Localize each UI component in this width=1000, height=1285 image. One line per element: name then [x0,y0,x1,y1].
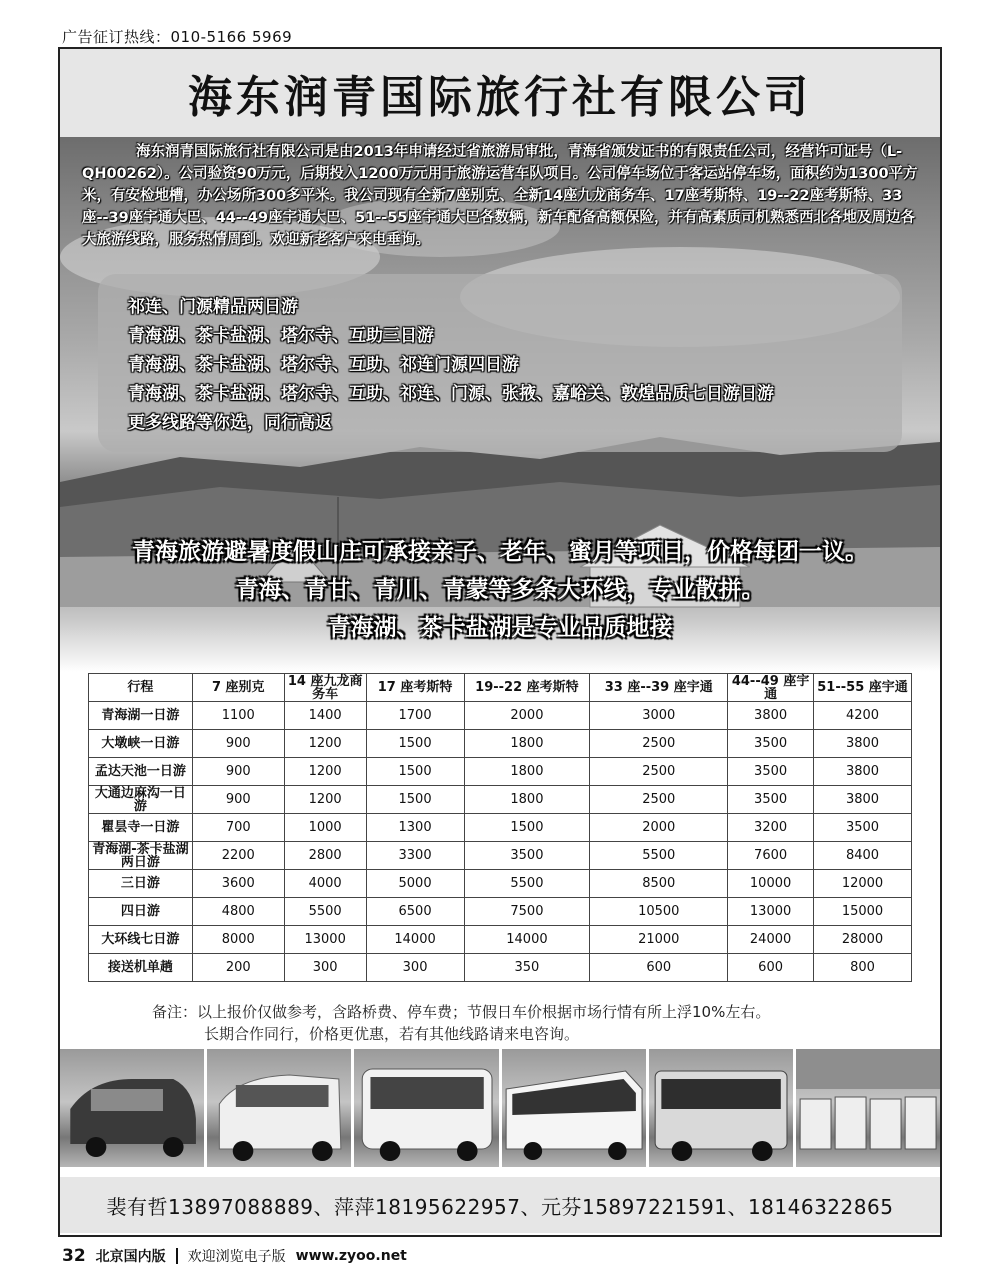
buick-mpv-photo [60,1049,204,1167]
column-header: 44--49 座宇通 [728,674,814,702]
price-cell: 350 [464,954,590,982]
website-link[interactable]: www.zyoo.net [295,1248,407,1264]
price-cell: 14000 [366,926,464,954]
price-cell: 3500 [728,758,814,786]
edition-label: 北京国内版 [95,1249,166,1265]
welcome-text: 欢迎浏览电子版 [187,1249,286,1265]
price-cell: 13000 [284,926,366,954]
slogan-line: 青海湖、茶卡盐湖是专业品质地接 [327,615,673,641]
route-name-cell: 青海湖一日游 [89,702,193,730]
table-row [89,814,912,842]
table-row [89,898,912,926]
price-cell: 2200 [192,842,284,870]
price-cell: 2000 [464,702,590,730]
coaster-bus-photo [354,1049,498,1167]
price-cell: 2000 [590,814,728,842]
column-header: 17 座考斯特 [366,674,464,702]
page-footer [62,1246,407,1266]
route-name-cell: 接送机单趟 [89,954,193,982]
price-table [88,673,912,982]
price-cell: 800 [814,954,912,982]
price-cell: 8400 [814,842,912,870]
route-item: 青海湖、茶卡盐湖、塔尔寺、互助、祁连、门源、张掖、嘉峪关、敦煌品质七日游日游 [128,384,774,404]
column-header: 51--55 座宇通 [814,674,912,702]
table-header-row [89,674,912,702]
price-cell: 2500 [590,758,728,786]
notes [152,1001,770,1045]
price-cell: 1800 [464,786,590,814]
price-cell: 14000 [464,926,590,954]
route-item: 祁连、门源精品两日游 [128,297,298,317]
price-cell: 3500 [728,786,814,814]
price-cell: 900 [192,786,284,814]
price-cell: 5500 [590,842,728,870]
price-cell: 3500 [728,730,814,758]
price-cell: 6500 [366,898,464,926]
table-row [89,842,912,870]
price-cell: 13000 [728,898,814,926]
price-cell: 1700 [366,702,464,730]
footer-divider [176,1248,178,1264]
price-cell: 3200 [728,814,814,842]
price-cell: 10000 [728,870,814,898]
route-name-cell: 瞿昙寺一日游 [89,814,193,842]
price-cell: 2500 [590,730,728,758]
price-cell: 1100 [192,702,284,730]
slogan-line: 青海、青甘、青川、青蒙等多条大环线，专业散拼。 [235,577,765,603]
contact-band [60,1177,940,1233]
price-cell: 3500 [464,842,590,870]
price-cell: 4800 [192,898,284,926]
route-name-cell: 四日游 [89,898,193,926]
price-cell: 12000 [814,870,912,898]
price-cell: 8000 [192,926,284,954]
route-item: 青海湖、茶卡盐湖、塔尔寺、互助三日游 [128,326,434,346]
route-name-cell: 青海湖-茶卡盐湖两日游 [89,842,193,870]
price-cell: 1500 [366,730,464,758]
price-cell: 4000 [284,870,366,898]
route-list [128,293,774,438]
price-cell: 7500 [464,898,590,926]
price-cell: 3800 [814,758,912,786]
company-intro: 海东润青国际旅行社有限公司是由2013年申请经过省旅游局审批，青海省颁发证书的有限责任公司，经营许可证号（L-QH00262）。公司验资90万元，后期投入1200万元用于旅游运营车队项目。公司停车场位于客运站停车场，面积约为1300平方米，有安检地槽，办公场所300多平米。我公司现有全新7座别克、全新14座九龙商务车、17座考斯特、19--22座考斯特、33座--39座宇通大巴、44--49座宇通大巴、51--55座宇通大巴各数辆，新车配备高额保险，并有高素质司机熟悉西北各地及周边各大旅游线路，服务热情周到。欢迎新老客户来电垂询。 [82,144,918,248]
table-row [89,758,912,786]
price-cell: 4200 [814,702,912,730]
page-number: 32 [62,1246,86,1266]
route-item: 更多线路等你选，同行高返 [128,413,332,433]
company-title: 海东润青国际旅行社有限公司 [188,72,812,123]
price-cell: 5500 [284,898,366,926]
price-cell: 600 [728,954,814,982]
bus-fleet-photo [796,1049,940,1167]
price-cell: 3800 [814,730,912,758]
route-name-cell: 大墩峡一日游 [89,730,193,758]
price-cell: 5000 [366,870,464,898]
route-name-cell: 大环线七日游 [89,926,193,954]
route-name-cell: 大通边麻沟一日游 [89,786,193,814]
price-table-body [89,702,912,982]
jiulong-van-photo [207,1049,351,1167]
table-row [89,954,912,982]
price-cell: 28000 [814,926,912,954]
price-cell: 900 [192,730,284,758]
slogans [60,533,940,647]
ad-frame [58,47,942,1237]
price-cell: 1200 [284,786,366,814]
yutong-coach-photo [502,1049,646,1167]
table-row [89,730,912,758]
slogan-line: 青海旅游避暑度假山庄可承接亲子、老年、蜜月等项目，价格每团一议。 [132,539,868,565]
price-cell: 1500 [366,758,464,786]
price-cell: 1200 [284,758,366,786]
column-header: 行程 [89,674,193,702]
price-cell: 1500 [464,814,590,842]
route-name-cell: 三日游 [89,870,193,898]
note-line: 备注：以上报价仅做参考，含路桥费、停车费；节假日车价根据市场行情有所上浮10%左右。 [152,1003,771,1021]
column-header: 19--22 座考斯特 [464,674,590,702]
price-cell: 200 [192,954,284,982]
price-cell: 3300 [366,842,464,870]
price-cell: 3500 [814,814,912,842]
price-cell: 8500 [590,870,728,898]
route-item: 青海湖、茶卡盐湖、塔尔寺、互助、祁连门源四日游 [128,355,519,375]
table-row [89,786,912,814]
route-name-cell: 孟达天池一日游 [89,758,193,786]
price-cell: 3800 [728,702,814,730]
price-cell: 700 [192,814,284,842]
price-cell: 1800 [464,730,590,758]
contact-phones: 裴有哲13897088889、萍萍18195622957、元芬15897221591、18146322865 [106,1194,894,1219]
price-cell: 2500 [590,786,728,814]
price-cell: 21000 [590,926,728,954]
price-cell: 1800 [464,758,590,786]
price-cell: 1300 [366,814,464,842]
price-cell: 3800 [814,786,912,814]
price-cell: 7600 [728,842,814,870]
column-header: 7 座别克 [192,674,284,702]
price-cell: 2800 [284,842,366,870]
table-row [89,702,912,730]
price-cell: 3000 [590,702,728,730]
price-cell: 1200 [284,730,366,758]
ad-hotline: 广告征订热线：010-5166 5969 [62,28,293,46]
vehicle-photos [60,1049,940,1167]
title-band [60,49,940,137]
price-cell: 1500 [366,786,464,814]
column-header: 33 座--39 座宇通 [590,674,728,702]
price-cell: 300 [284,954,366,982]
table-row [89,870,912,898]
price-cell: 300 [366,954,464,982]
price-cell: 15000 [814,898,912,926]
price-cell: 600 [590,954,728,982]
note-line: 长期合作同行，价格更优惠，若有其他线路请来电咨询。 [204,1025,580,1043]
column-header: 14 座九龙商务车 [284,674,366,702]
price-cell: 5500 [464,870,590,898]
price-cell: 1400 [284,702,366,730]
price-cell: 900 [192,758,284,786]
price-cell: 1000 [284,814,366,842]
price-cell: 24000 [728,926,814,954]
price-cell: 10500 [590,898,728,926]
yutong-bus-photo [649,1049,793,1167]
price-cell: 3600 [192,870,284,898]
table-row [89,926,912,954]
